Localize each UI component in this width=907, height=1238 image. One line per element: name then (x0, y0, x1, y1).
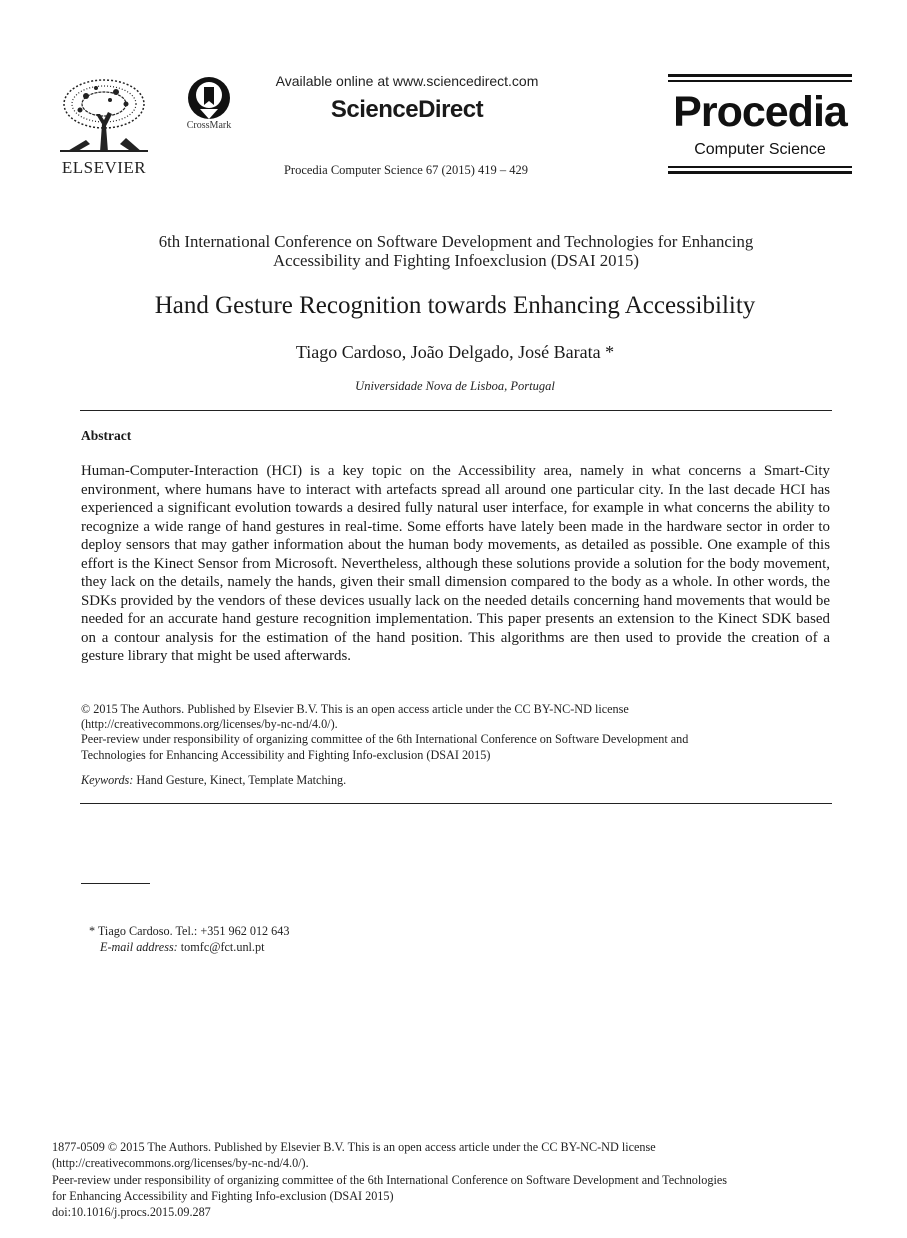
publisher-name: ELSEVIER (61, 158, 147, 177)
affiliation: Universidade Nova de Lisboa, Portugal (355, 379, 555, 393)
procedia-subtitle: Computer Science (694, 141, 826, 158)
license-link[interactable]: http://creativecommons.org/licenses/by-nc-nd/4.0/ (85, 717, 331, 732)
procedia-logo (668, 74, 852, 175)
footnote-contact: * Tiago Cardoso. Tel.: +351 962 012 643 (89, 924, 290, 938)
footer-line-2[interactable]: (http://creativecommons.org/licenses/by-nc-nd/4.0/). (52, 1156, 309, 1171)
crossmark-label: CrossMark (186, 120, 232, 131)
keywords-values: Hand Gesture, Kinect, Template Matching. (136, 773, 347, 787)
peer-review-line-1: Peer-review under responsibility of organizing committee of the 6th International Conference on Software Development and (81, 732, 689, 747)
conference-line-1: 6th International Conference on Software Development and Technologies for Enhancing (158, 232, 754, 251)
footnote-rule (81, 883, 150, 884)
abstract-heading: Abstract (81, 428, 132, 443)
elsevier-tree-icon (56, 74, 152, 154)
issn-footer (52, 1139, 852, 1220)
procedia-top-rule-2 (668, 80, 852, 82)
keywords (81, 773, 830, 788)
footnote-email-label: E-mail address: (100, 939, 178, 954)
divider-top (80, 410, 832, 411)
footnote-email[interactable]: tomfc@fct.unl.pt (180, 939, 265, 954)
crossmark-badge[interactable] (178, 75, 240, 135)
authors: Tiago Cardoso, João Delgado, José Barata * (295, 342, 615, 362)
abstract-body: Human-Computer-Interaction (HCI) is a key topic on the Accessibility area, namely in what concerns a Smart-City environment, where humans have to interact with artefacts spread all around one particular city. In the last decade HCI has experienced a significant evolution towards a desired fully natural user interface, for example in what concerns the ability to recognize a wide range of hand gestures in real-time. Some efforts have lately been made in the hardware sector in order to deploy sensors that may gather information about the human body movements, as detailed as possible. One example of this effort is the Kinect Sensor from Microsoft. Nevertheless, although these solutions provide a solution for the body movement, they lack on the details, namely the hands, given their small dimension compared to the body as a whole. In other words, the SDKs provided by the vendors of these devices usually lack on the needed details concerning hand movements that would be needed for an accurate hand gesture recognition implementation. This paper presents an extension to the Kinect SDK based on a contour analysis for the estimation of the hand position. This algorithms are then used to provide the creation of a gesture library that might be used afterwards. (81, 463, 830, 664)
doi[interactable]: doi:10.1016/j.procs.2015.09.287 (52, 1205, 211, 1220)
sciencedirect-logo: ScienceDirect (330, 96, 484, 123)
elsevier-logo (52, 74, 156, 178)
peer-review-line-2: Technologies for Enhancing Accessibility and Fighting Info-exclusion (DSAI 2015) (81, 747, 491, 762)
crossmark-icon (186, 75, 232, 121)
footer-line-1: 1877-0509 © 2015 The Authors. Published by Elsevier B.V. This is an open access article under the CC BY-NC-ND license (52, 1140, 656, 1154)
footnote-email-line (89, 940, 289, 956)
journal-reference: Procedia Computer Science 67 (2015) 419 – 429 (283, 163, 529, 177)
available-online: Available online at www.sciencedirect.com (275, 73, 539, 89)
procedia-bottom-rule (668, 166, 852, 168)
conference-name (80, 232, 832, 270)
footer-line-4: for Enhancing Accessibility and Fighting Info-exclusion (DSAI 2015) (52, 1188, 394, 1203)
procedia-bottom-rule-2 (668, 171, 852, 174)
corresponding-author-footnote (89, 924, 289, 955)
paper-title: Hand Gesture Recognition towards Enhancing Accessibility (154, 292, 756, 319)
license-block (81, 702, 830, 763)
conference-line-2: Accessibility and Fighting Infoexclusion (DSAI 2015) (273, 251, 639, 270)
license-link-line (81, 717, 830, 732)
license-line: © 2015 The Authors. Published by Elsevier B.V. This is an open access article under the CC BY-NC-ND license (81, 702, 629, 716)
keywords-label: Keywords: (81, 773, 134, 787)
procedia-top-rule (668, 74, 852, 77)
license-link-open: ( (81, 717, 86, 732)
footer-line-3: Peer-review under responsibility of organizing committee of the 6th International Conference on Software Development and Technologies (52, 1172, 727, 1187)
license-link-close: ). (330, 717, 338, 732)
divider-bottom (80, 803, 832, 804)
procedia-wordmark: Procedia (673, 88, 847, 136)
